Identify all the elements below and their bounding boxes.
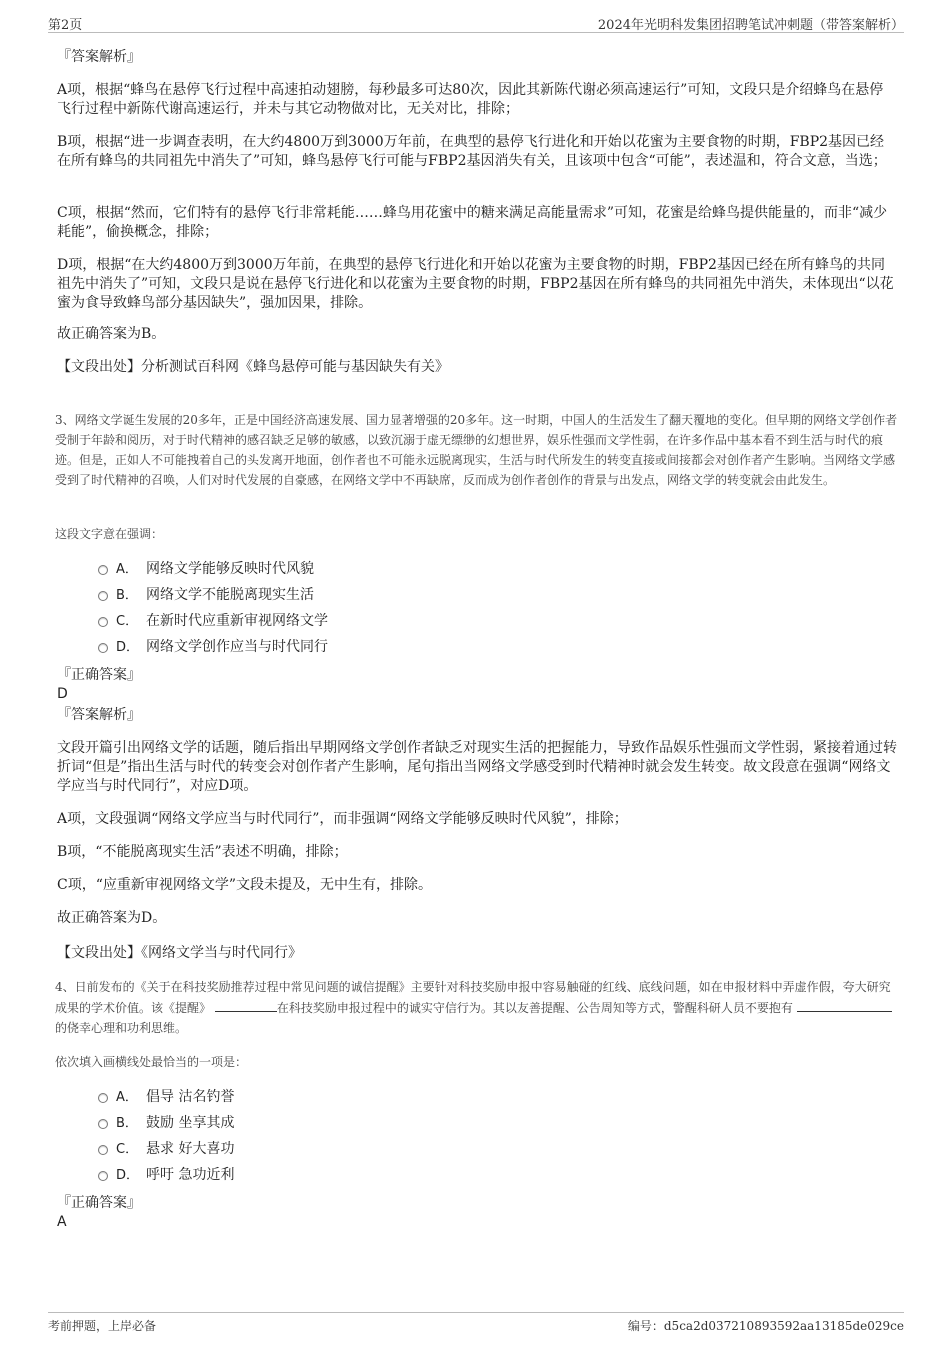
q2-analysis-b: B项，根据“进一步调查表明，在大约4800万到3000万年前，在典型的悬停飞行进化和开始以花蜜为主要食物的时期，FBP2基因已经在所有蜂鸟的共同祖先中消失了”可知，蜂鸟悬停飞行可能与FBP2基因消失有关，且该项中包含“可能”，表述温和，符合文意，当选； bbox=[57, 134, 887, 169]
q4-option-a[interactable]: A． 倡导 沽名钓誉 bbox=[98, 1088, 234, 1107]
q3-conclusion: 故正确答案为D。 bbox=[57, 910, 167, 926]
q3-analysis: 文段开篇引出网络文学的话题，随后指出早期网络文学创作者缺乏对现实生活的把握能力，导致作品娱乐性强而文学性弱，紧接着通过转折词“但是”指出生活与时代的转变会对创作者产生影响，尾句指出当网络文学感受到时代精神时就会发生转变。故文段意在强调“网络文学应当与时代同行”，对应D项。 bbox=[57, 740, 897, 794]
q2-source: 【文段出处】分析测试百科网《蜂鸟悬停可能与基因缺失有关》 bbox=[57, 359, 449, 375]
q3-answer-label: 『正确答案』 bbox=[57, 667, 141, 683]
document-title: 2024年光明科发集团招聘笔试冲刺题（带答案解析） bbox=[597, 18, 904, 33]
q3-source: 【文段出处】《网络文学当与时代同行》 bbox=[57, 945, 302, 961]
q3-option-a[interactable]: A． 网络文学能够反映时代风貌 bbox=[98, 560, 314, 579]
q2-analysis-c: C项，根据“然而，它们特有的悬停飞行非常耗能……蜂鸟用花蜜中的糖来满足高能量需求”可知，花蜜是给蜂鸟提供能量的，而非“减少耗能”，偷换概念，排除； bbox=[57, 205, 888, 240]
q3-analysis-c: C项，“应重新审视网络文学”文段未提及，无中生有，排除。 bbox=[57, 877, 433, 893]
q4-option-c[interactable]: C． 悬求 好大喜功 bbox=[98, 1140, 234, 1159]
q3-analysis-label: 『答案解析』 bbox=[57, 707, 141, 723]
q2-analysis-a: A项，根据“蜂鸟在悬停飞行过程中高速拍动翅膀，每秒最多可达80次，因此其新陈代谢必须高速运行”可知，文段只是介绍蜂鸟在悬停飞行过程中新陈代谢高速运行，并未与其它动物做对比，无关对比，排除； bbox=[57, 82, 884, 117]
q4-blank-1 bbox=[215, 997, 277, 1012]
q3-option-b[interactable]: B． 网络文学不能脱离现实生活 bbox=[98, 586, 314, 605]
page-number: 第2页 bbox=[48, 18, 83, 33]
radio-icon[interactable] bbox=[98, 1093, 108, 1103]
radio-icon[interactable] bbox=[98, 1145, 108, 1155]
q4-prompt: 依次填入画横线处最恰当的一项是： bbox=[55, 1055, 248, 1069]
radio-icon[interactable] bbox=[98, 617, 108, 627]
q3-answer: D bbox=[57, 686, 68, 702]
q3-option-d[interactable]: D． 网络文学创作应当与时代同行 bbox=[98, 638, 328, 657]
q2-conclusion: 故正确答案为B。 bbox=[57, 326, 166, 342]
q3-option-c[interactable]: C． 在新时代应重新审视网络文学 bbox=[98, 612, 328, 631]
q4-passage: 4、日前发布的《关于在科技奖励推荐过程中常见问题的诚信提醒》主要针对科技奖励申报中容易触碰的红线、底线问题，如在申报材料中弄虚作假，夸大研究成果的学术价值。该《提醒》 在科技奖励申报过程中的诚实守信行为。其以友善提醒、公告周知等方式，警醒科研人员不要抱有 的侥幸心理和功利思维。 bbox=[55, 980, 891, 1035]
q4-option-b[interactable]: B． 鼓励 坐享其成 bbox=[98, 1114, 234, 1133]
q3-analysis-b: B项，“不能脱离现实生活”表述不明确，排除； bbox=[57, 844, 348, 860]
q2-analysis-d: D项，根据“在大约4800万到3000万年前，在典型的悬停飞行进化和开始以花蜜为主要食物的时期，FBP2基因已经在所有蜂鸟的共同祖先中消失了”可知，文段只是说在悬停飞行进化和以花蜜为主要食物的时期，FBP2基因在所有蜂鸟的共同祖先中消失，未体现出“以花蜜为食导致蜂鸟部分基因缺失”，强加因果，排除。 bbox=[57, 257, 894, 311]
q3-prompt: 这段文字意在强调： bbox=[55, 527, 164, 541]
q4-blank-2 bbox=[797, 997, 892, 1012]
radio-icon[interactable] bbox=[98, 1171, 108, 1181]
q4-answer-label: 『正确答案』 bbox=[57, 1195, 141, 1211]
radio-icon[interactable] bbox=[98, 1119, 108, 1129]
footer-serial: 编号：d5ca2d037210893592aa13185de029ce bbox=[627, 1319, 904, 1333]
footer-slogan: 考前押题，上岸必备 bbox=[48, 1319, 157, 1333]
page-header bbox=[48, 14, 904, 33]
page-footer bbox=[48, 1312, 904, 1336]
q3-passage: 3、网络文学诞生发展的20多年，正是中国经济高速发展、国力显著增强的20多年。这一时期，中国人的生活发生了翻天覆地的变化。但早期的网络文学创作者受制于年龄和阅历，对于时代精神的感召缺乏足够的敏感，以致沉溺于虚无缥缈的幻想世界，娱乐性强而文学性弱，在许多作品中基本看不到生活与时代的痕迹。但是，正如人不可能拽着自己的头发离开地面，创作者也不可能永远脱离现实，生活与时代所发生的转变直接或间接都会对创作者产生影响。当网络文学感受到了时代精神的召唤，人们对时代发展的自豪感，在网络文学中不再缺席，反而成为创作者创作的背景与出发点，网络文学的转变就会由此发生。 bbox=[55, 413, 898, 487]
radio-icon[interactable] bbox=[98, 643, 108, 653]
q4-option-d[interactable]: D． 呼吁 急功近利 bbox=[98, 1166, 234, 1185]
radio-icon[interactable] bbox=[98, 565, 108, 575]
q2-analysis-label: 『答案解析』 bbox=[57, 49, 141, 65]
q4-answer: A bbox=[57, 1214, 67, 1230]
radio-icon[interactable] bbox=[98, 591, 108, 601]
q3-analysis-a: A项，文段强调“网络文学应当与时代同行”，而非强调“网络文学能够反映时代风貌”，排除； bbox=[57, 811, 628, 827]
